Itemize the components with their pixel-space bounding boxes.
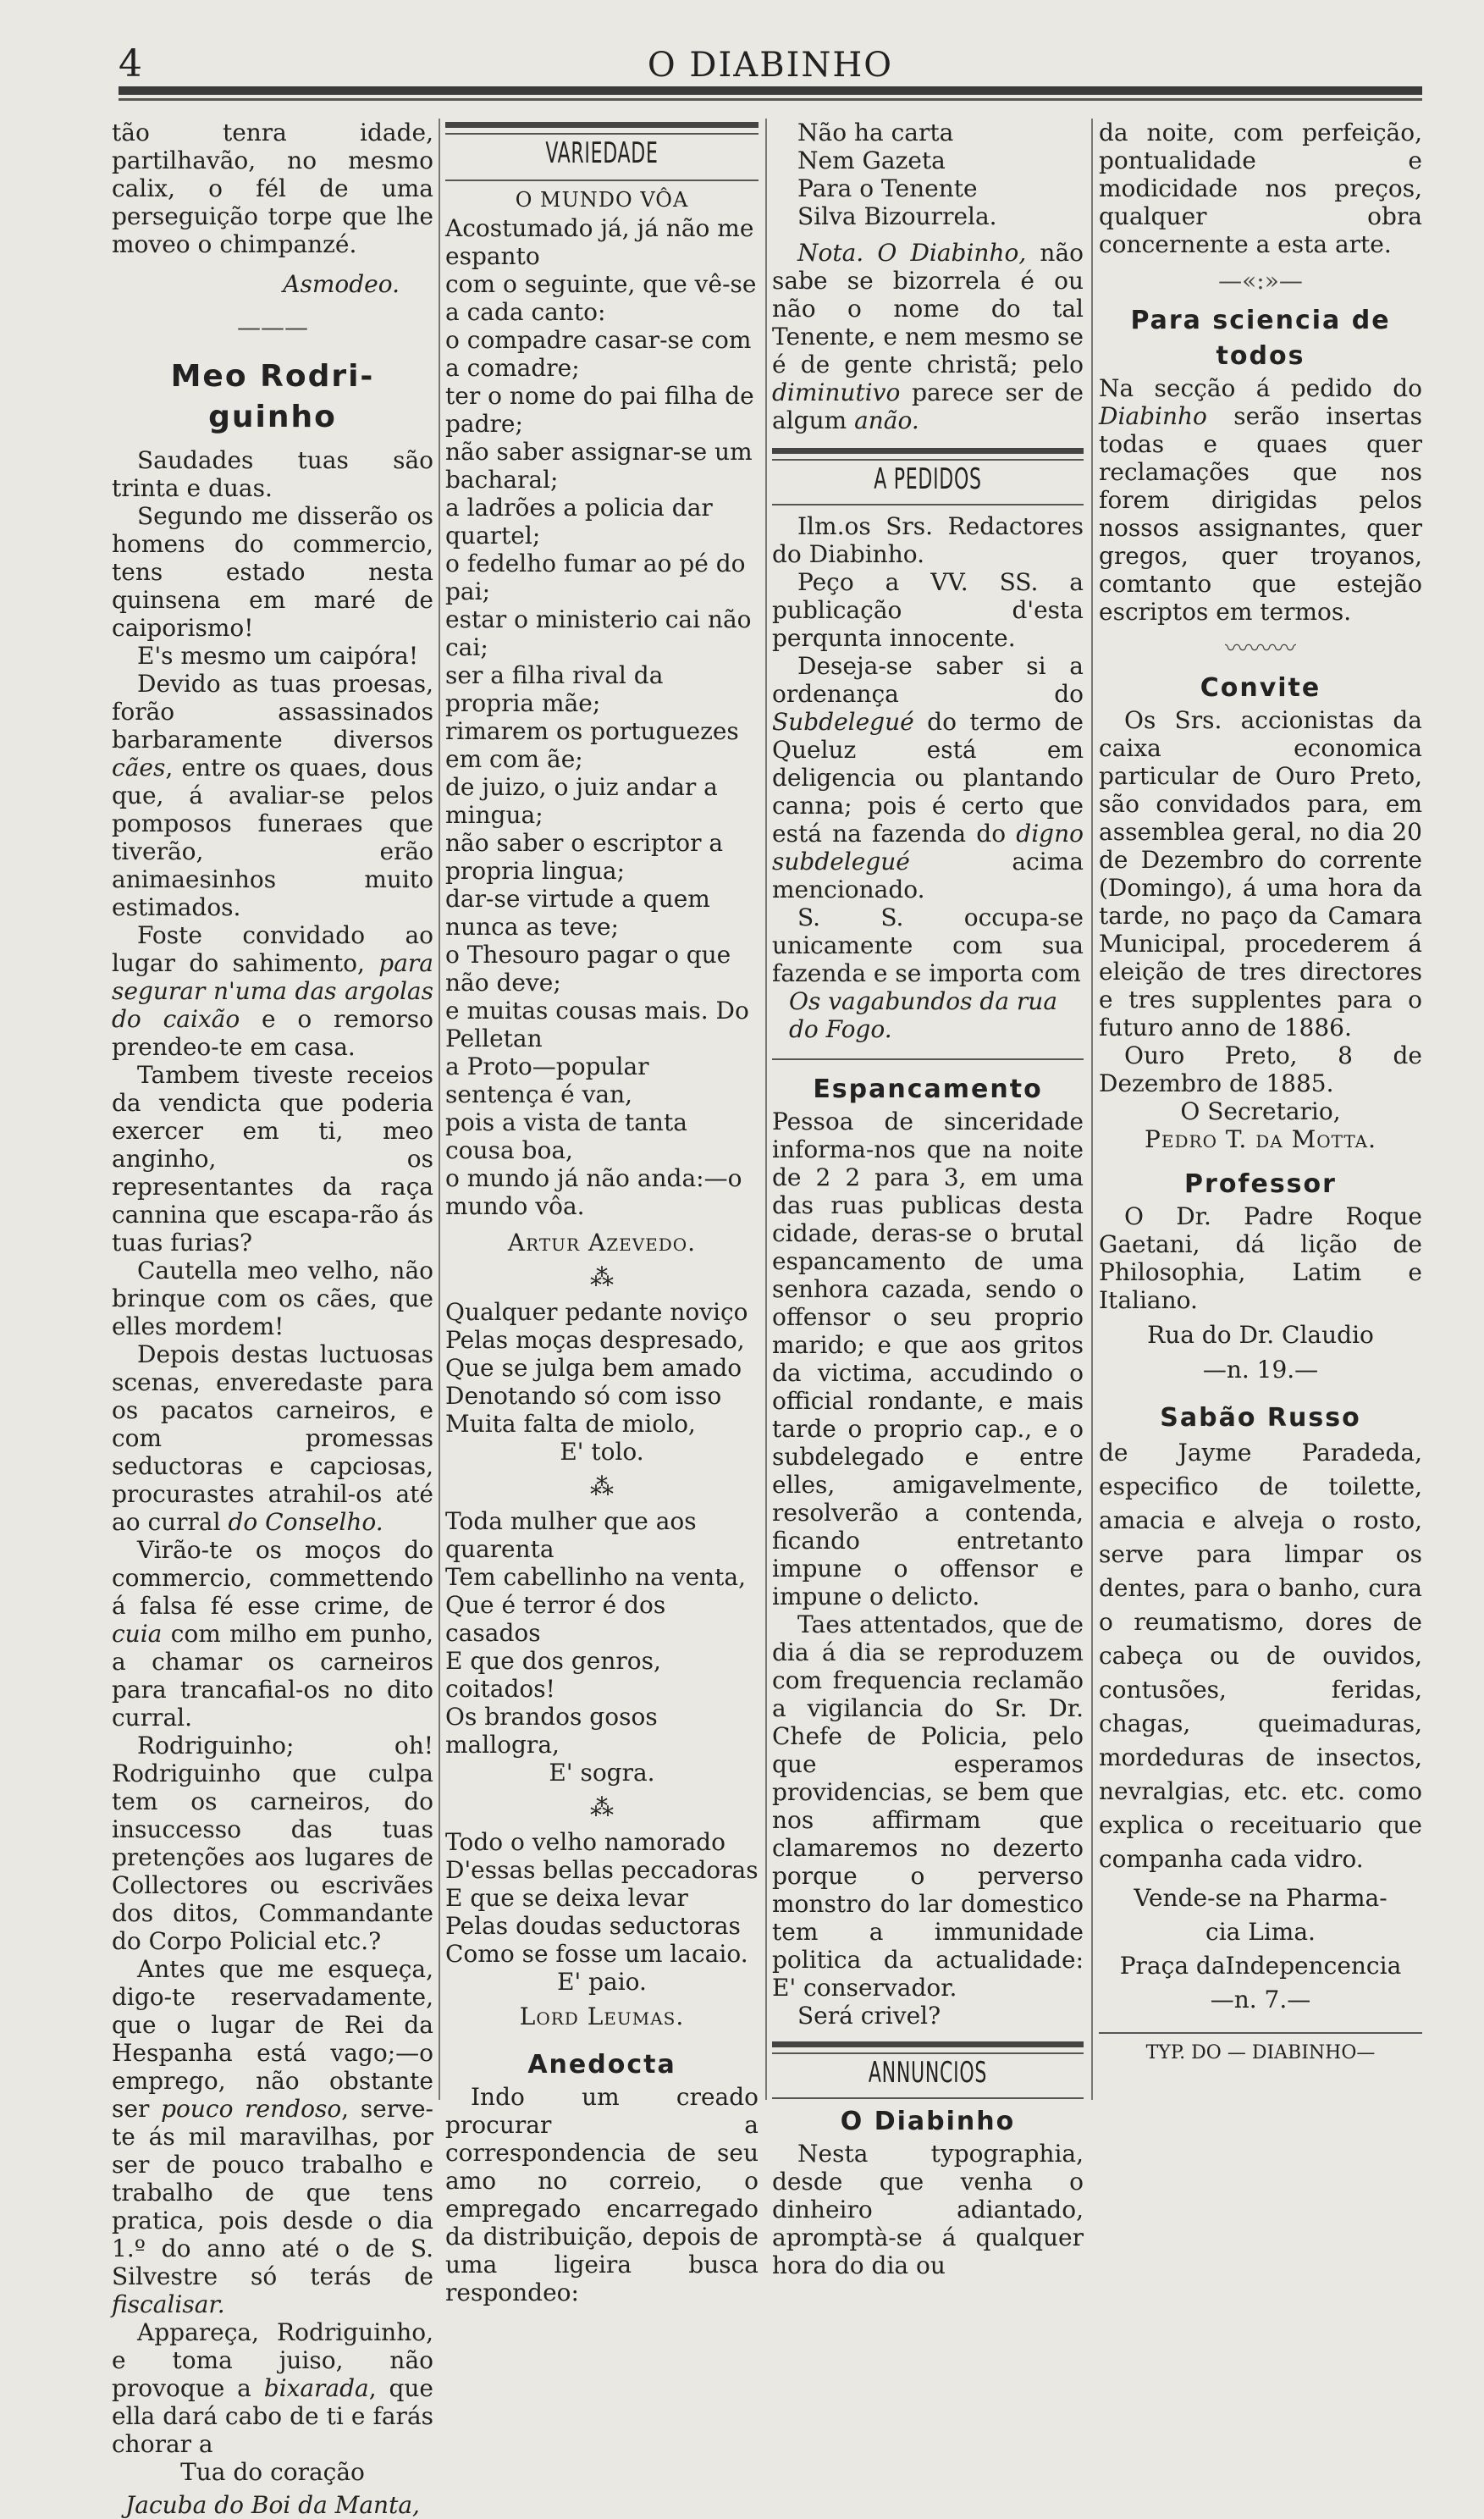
rule <box>772 504 1084 505</box>
paragraph: Foste convidado ao lugar do sahimento, para segurar n'uma das argolas do caixão e o remorso prendeo-te em casa. <box>112 921 434 1061</box>
poem-refrain: E' tolo. <box>560 1438 644 1466</box>
paragraph: Saudades tuas são trinta e duas. <box>112 446 433 502</box>
paragraph: Virão-te os moços do commercio, commettendo á falsa fé esse crime, de cuia com milho em punho, a chamar os carneiros para trancafial-os no dito curral. <box>112 1536 433 1732</box>
rule <box>772 2097 1084 2099</box>
verse-line: Denotando só com isso <box>445 1382 722 1410</box>
rule <box>445 133 759 135</box>
verse-line: o Thesouro pagar o que não deve; <box>445 941 731 997</box>
address-number: —n. 19.— <box>1202 1356 1319 1384</box>
poem-refrain: E' paio. <box>557 1968 647 1996</box>
verse-line: E que se deixa levar <box>445 1884 688 1912</box>
note: Nota. O Diabinho, não sabe se bizorrela é ou não o nome do tal Tenente, e nem mesmo se é de gente christã; pelo diminutivo parece ser de algum anão. <box>772 239 1084 434</box>
column-divider <box>765 119 767 2100</box>
signature: Asmodeo. <box>283 270 400 298</box>
paragraph: Appareça, Rodriguinho, e toma juiso, não provoque a bixarada, que ella dará cabo de ti e farás chorar a <box>112 2318 433 2458</box>
paragraph: Taes attentados, que de dia á dia se reproduzem com frequencia reclamão a vigilancia do Sr. Dr. Chefe de Policia, pelo que esperamos providencias, se bem que nos affirmam que clamaremos no dezerto porque o perverso monstro do lar domestico tem a immunidade politica da actualidade: E' conservador. <box>772 1610 1084 2002</box>
column-2 <box>445 119 759 2306</box>
separator: ——— <box>237 313 308 341</box>
paragraph: de Jayme Paradeda, especifico de toilette, amacia e alveja o rosto, serve para limpar os dentes, para o banho, cura o reumatismo, dores de cabeça ou de ouvidos, contusões, feridas, chagas, queimaduras, mordeduras de insectos, nevralgias, etc. etc. como explica o receituario que companha cada vidro. <box>1099 1439 1422 1873</box>
section-heading: ANNUNCIOS <box>868 2056 988 2090</box>
verse-line: ser a filha rival da propria mãe; <box>445 661 664 717</box>
separator: 〰〰〰 <box>1224 634 1296 662</box>
paragraph: Rodriguinho; oh! Rodriguinho que culpa tem os carneiros, do insuccesso das tuas pretenções aos lugares de Collectores ou escrivães dos ditos, Commandante do Corpo Policial etc.? <box>112 1732 433 1955</box>
article-title-line1: Para sciencia de <box>1130 306 1391 335</box>
verse-line: Não ha carta <box>797 119 954 146</box>
address: Praça daIndepencencia <box>1119 1952 1402 1980</box>
verse-line: o mundo já não anda:—o mundo vôa. <box>445 1164 742 1220</box>
paragraph: Tambem tiveste receios da vendicta que poderia exercer em ti, meo anginho, os representantes da raça cannina que escapa-rão ás tuas furias? <box>112 1061 433 1257</box>
verse-line: rimarem os portuguezes em com ãe; <box>445 717 739 773</box>
article-title: Anedocta <box>527 2050 676 2080</box>
column-4 <box>1099 119 1422 2104</box>
rule <box>772 1058 1084 1060</box>
section-heading: VARIEDADE <box>545 136 659 170</box>
column-divider <box>1091 119 1093 2100</box>
paragraph: Depois destas luctuosas scenas, enveredaste para os pacatos carneiros, e com promessas seductoras e capciosas, procurastes atrahil-os até ao curral do Conselho. <box>112 1340 433 1536</box>
paragraph: Deseja-se saber si a ordenança do Subdelegué do termo de Queluz está em deligencia ou plantando canna; pois é certo que está na fazenda do digno subdelegué acima mencionado. <box>772 652 1084 903</box>
sale-line: cia Lima. <box>1205 1918 1316 1946</box>
paragraph: Nesta typographia, desde que venha o dinheiro adiantado, apromptà-se á qualquer hora do dia ou <box>772 2140 1084 2279</box>
paragraph: Indo um creado procurar a correspondencia de seu amo no correio, o empregado encarregado da distribuição, depois de uma ligeira busca respondeo: <box>445 2083 759 2306</box>
paragraph: E's mesmo um caipóra! <box>137 642 419 670</box>
closing-line: Tua do coração <box>180 2458 365 2486</box>
poem-refrain: E' sogra. <box>549 1759 655 1787</box>
verse-line: não saber o escriptor a propria lingua; <box>445 829 724 885</box>
salutation: Ilm.os Srs. Redactores do Diabinho. <box>772 512 1084 568</box>
masthead-rule <box>119 86 1422 95</box>
verse-line: Como se fosse um lacaio. <box>445 1940 748 1968</box>
poem-author: Artur Azevedo. <box>507 1229 697 1257</box>
paragraph: Segundo me disserão os homens do commercio, tens estado nesta quinsena em maré de caiporismo! <box>112 502 433 642</box>
verse <box>772 119 1084 230</box>
newspaper-title: O DIABINHO <box>647 46 894 85</box>
paragraph: Antes que me esqueça, digo-te reservadamente, que o lugar de Rei da Hespanha está vago;—o emprego, não obstante ser pouco rendoso, serve-te ás mil maravilhas, por ser de pouco trabalho e trabalho de que tens pratica, pois desde o dia 1.º do anno até o de S. Silvestre só terás de fiscalisar. <box>112 1955 433 2318</box>
verse-line: Que se julga bem amado <box>445 1354 742 1382</box>
verse-line: ter o nome do pai filha de padre; <box>445 382 754 438</box>
rule <box>445 180 759 181</box>
article-title: O Diabinho <box>840 2107 1016 2136</box>
verse-line: e muitas cousas mais. Do Pelletan <box>445 997 749 1052</box>
verse-line: Muita falta de miolo, <box>445 1410 696 1438</box>
verse-line: Qualquer pedante noviço <box>445 1298 748 1326</box>
verse-line: dar-se virtude a quem nunca as teve; <box>445 885 710 941</box>
column-1 <box>112 119 434 2519</box>
poem <box>445 1828 759 1968</box>
article-title-line2: todos <box>1216 341 1305 371</box>
paragraph: Os Srs. accionistas da caixa economica particular de Ouro Preto, são convidados para, em assemblea geral, no dia 20 de Dezembro do corrente (Domingo), á uma hora da tarde, no paço da Camara Municipal, procederem á eleição de tres directores e tres supplentes para o futuro anno de 1886. <box>1099 706 1422 1041</box>
masthead <box>119 34 1422 102</box>
verse-line: o compadre casar-se com a comadre; <box>445 326 752 382</box>
paragraph: Será crivel? <box>797 2002 941 2030</box>
verse-line: Todo o velho namorado <box>445 1828 725 1856</box>
paragraph: S. S. occupa-se unicamente com sua fazenda e se importa com <box>772 903 1084 987</box>
paragraph: Peço a VV. SS. a publicação d'esta perqunta innocente. <box>772 568 1084 652</box>
article-title-line1: Meo Rodri- <box>170 359 375 394</box>
article-title: Convite <box>1200 673 1321 703</box>
address-number: —n. 7.— <box>1210 1986 1311 2014</box>
rule <box>1099 2032 1422 2034</box>
address: Rua do Dr. Claudio <box>1147 1321 1374 1349</box>
stars-separator: ⁂ <box>590 1263 614 1291</box>
article-title: Sabão Russo <box>1160 1403 1361 1433</box>
paragraph: Ouro Preto, 8 de Dezembro de 1885. <box>1099 1041 1422 1097</box>
masthead-rule-thin <box>119 98 1422 101</box>
rule <box>772 2052 1084 2054</box>
verse-line: Silva Bizourrela. <box>797 202 997 230</box>
verse-line: de juizo, o juiz andar a mingua; <box>445 773 718 829</box>
verse-line: Pelas doudas seductoras <box>445 1912 741 1940</box>
verse-line: Tem cabellinho na venta, <box>445 1563 746 1591</box>
verse-line: a Proto—popular sentença é van, <box>445 1052 649 1108</box>
verse-line: Os brandos gosos mallogra, <box>445 1703 658 1759</box>
section-heading: A PEDIDOS <box>874 462 982 496</box>
poem <box>445 214 759 1220</box>
poem-author: Lord Leumas. <box>519 2002 685 2030</box>
imprint: TYP. DO — DIABINHO— <box>1145 2042 1376 2063</box>
verse-line: Que é terror é dos casados <box>445 1591 666 1647</box>
poem <box>445 1298 759 1438</box>
verse-line: Pelas moças despresado, <box>445 1326 745 1354</box>
verse-line: com o seguinte, que vê-se a cada canto: <box>445 270 757 326</box>
verse-line: Toda mulher que aos quarenta <box>445 1507 697 1563</box>
verse-line: D'essas bellas peccadoras <box>445 1856 759 1884</box>
verse-line: não saber assignar-se um bacharal; <box>445 438 753 494</box>
separator: —«:»— <box>1218 267 1303 295</box>
signature: Pedro T. da Motta. <box>1145 1125 1376 1153</box>
paragraph: O Dr. Padre Roque Gaetani, dá lição de Philosophia, Latim e Italiano. <box>1099 1202 1422 1314</box>
rule <box>772 2041 1084 2047</box>
verse-line: estar o ministerio cai não cai; <box>445 605 752 661</box>
article-title: Professor <box>1184 1169 1337 1199</box>
continued-text: da noite, com perfeição, pontualidade e modicidade nos preços, qualquer obra concernente a esta arte. <box>1099 119 1422 258</box>
paragraph: Devido as tuas proesas, forão assassinados barbaramente diversos cães, entre os quaes, dous que, á avaliar-se pelos pomposos funeraes que tiverão, erão animaesinhos muito estimados. <box>112 670 433 921</box>
column-3 <box>772 119 1084 2279</box>
paragraph: Cautella meo velho, não brinque com os cães, que elles mordem! <box>112 1257 433 1340</box>
column-divider <box>439 119 440 2100</box>
article-title-line2: guinho <box>208 400 337 434</box>
poem <box>445 1507 759 1759</box>
rule <box>772 459 1084 461</box>
paragraph: Na secção á pedido do Diabinho serão insertas todas e quaes quer reclamações que nos forem dirigidas pelos nossos assignantes, quer gregos, quer troyanos, comtanto que estejão escriptos em termos. <box>1099 374 1422 626</box>
continued-text: tão tenra idade, partilhavão, no mesmo calix, o fél de uma perseguição torpe que lhe moveo o chimpanzé. <box>112 119 433 258</box>
rule <box>445 122 759 128</box>
stars-separator: ⁂ <box>590 1793 614 1821</box>
poem-title: O MUNDO VÔA <box>515 188 689 212</box>
verse-line: o fedelho fumar ao pé do pai; <box>445 550 746 605</box>
verse-line: pois a vista de tanta cousa boa, <box>445 1108 687 1164</box>
article-title: Espancamento <box>813 1074 1043 1104</box>
verse-line: a ladrões a policia dar quartel; <box>445 494 713 550</box>
sale-line: Vende-se na Pharma- <box>1134 1884 1387 1912</box>
verse-line: Para o Tenente <box>797 174 978 202</box>
paragraph: Pessoa de sinceridade informa-nos que na noite de 2 2 para 3, em uma das ruas publicas desta cidade, deras-se o brutal espancamento de uma senhora cazada, sendo o offensor o seu proprio marido; e que aos gritos da victima, accudindo o official rondante, e mais tarde o proprio cap., e o subdelegado e entre elles, amigavelmente, resolverão a contenda, ficando entretanto impune o offensor e impune o delicto. <box>772 1108 1084 1610</box>
signature: Jacuba do Boi da Manta, <box>125 2491 420 2519</box>
signature: Os vagabundos da rua do Fogo. <box>789 987 1058 1043</box>
page-number: 4 <box>119 42 142 86</box>
paragraph: O Secretario, <box>1180 1097 1341 1125</box>
verse-line: Nem Gazeta <box>797 146 946 174</box>
rule <box>772 448 1084 454</box>
verse-line: Acostumado já, já não me espanto <box>445 214 754 270</box>
verse-line: E que dos genros, coitados! <box>445 1647 661 1703</box>
stars-separator: ⁂ <box>590 1472 614 1500</box>
